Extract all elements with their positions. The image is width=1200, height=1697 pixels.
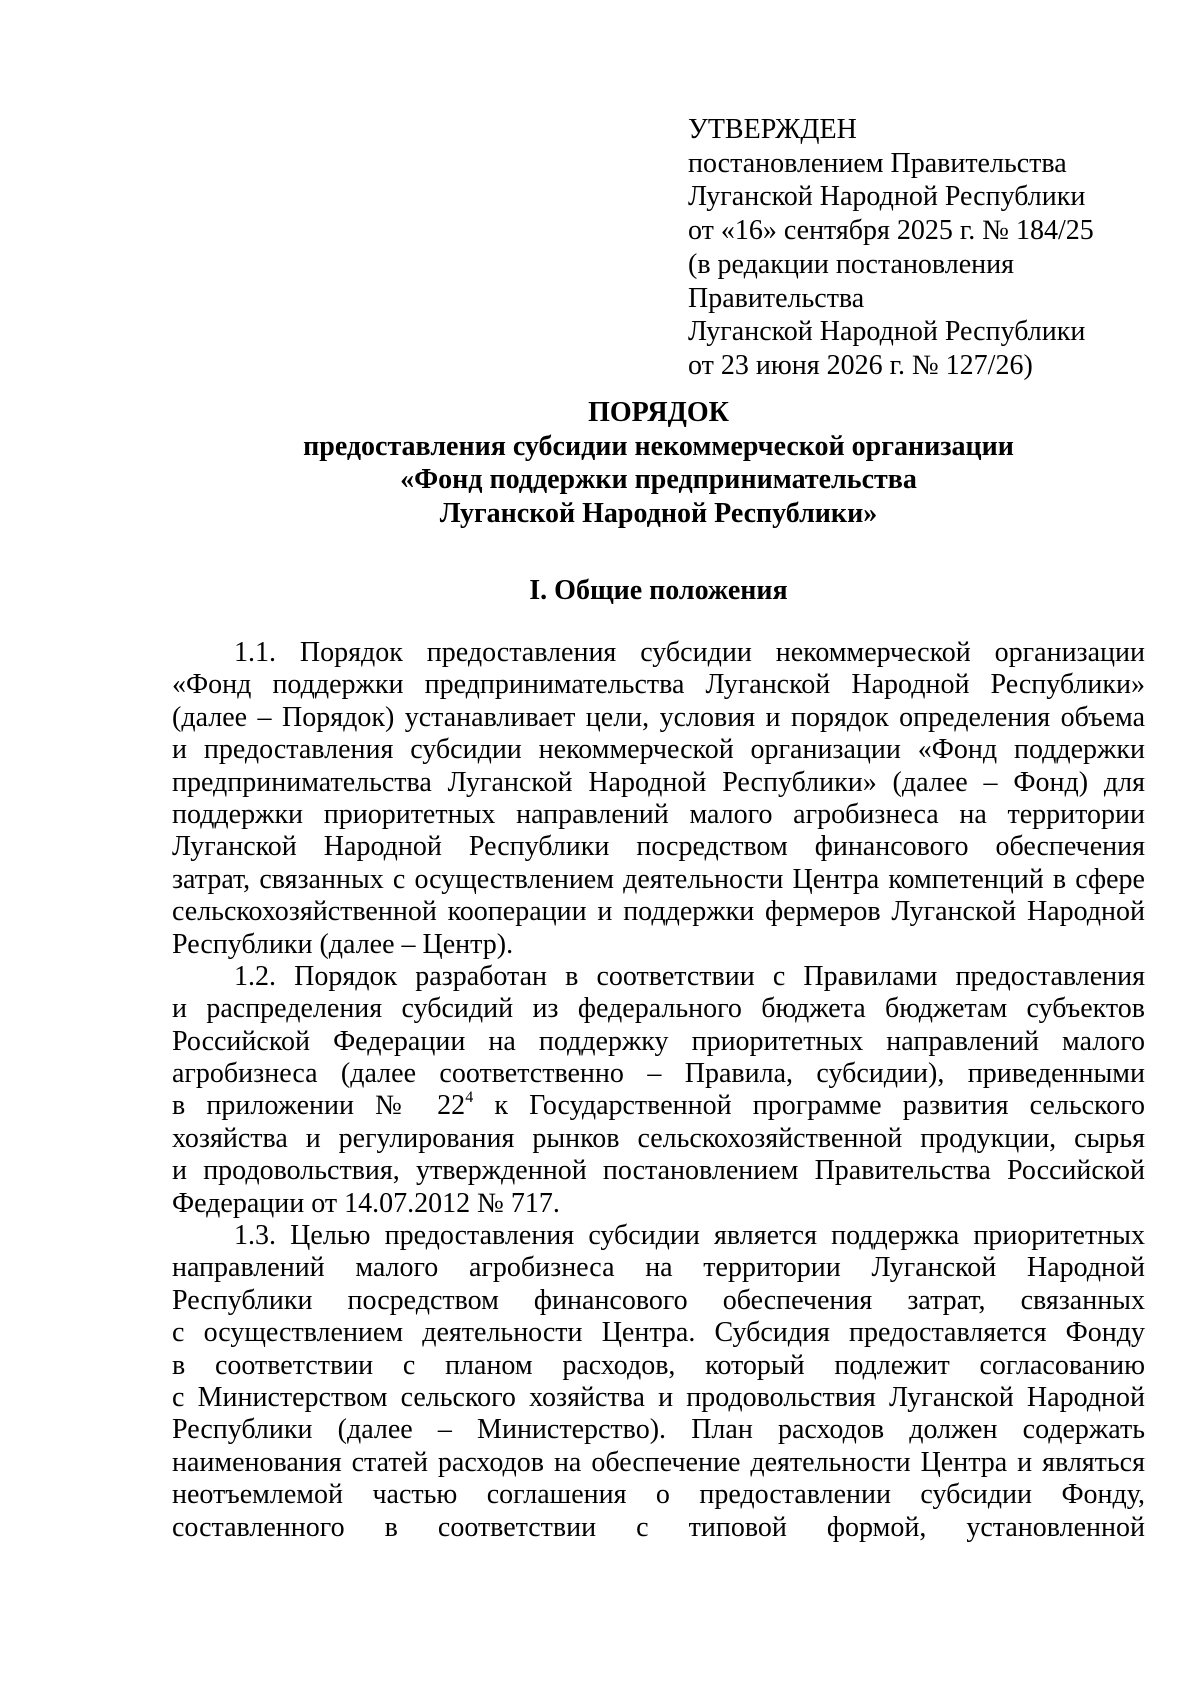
program-reference: к Государственной программе развития сельского [473, 1090, 1145, 1122]
paragraph-line: Луганской Народной Республики посредством финансового обеспечения [172, 831, 1145, 863]
paragraph-line: «Фонд поддержки предпринимательства Луганской Народной Республики» [172, 669, 1145, 701]
paragraph-line: Республики посредством финансового обеспечения затрат, связанных [172, 1284, 1145, 1316]
approval-line: Луганской Народной Республики [688, 316, 1086, 348]
approval-line: постановлением Правительства [688, 147, 1067, 179]
paragraph-line: в соответствии с планом расходов, который подлежит согласованию [172, 1349, 1145, 1381]
title-line: предоставления субсидии некоммерческой организации [303, 430, 1014, 462]
paragraph-line: и продовольствия, утвержденной постановлением Правительства Российской [172, 1155, 1145, 1187]
appendix-reference: в приложении № 22 [172, 1090, 466, 1122]
paragraph-line: 1.1. Порядок предоставления субсидии некоммерческой организации [234, 637, 1145, 668]
paragraph-line: Республики (далее – Министерство). План расходов должен содержать [172, 1414, 1145, 1446]
paragraph-line: хозяйства и регулирования рынков сельскохозяйственной продукции, сырья [172, 1122, 1145, 1154]
paragraph-line: направлений малого агробизнеса на территории Луганской Народной [172, 1252, 1145, 1284]
paragraph-line: 1.2. Порядок разработан в соответствии с Правилами предоставления [234, 960, 1145, 992]
paragraph-line: агробизнеса (далее соответственно – Правила, субсидии), приведенными [172, 1058, 1145, 1090]
paragraph-line: Республики (далее – Центр). [172, 928, 514, 960]
approval-line: от «16» сентября 2025 г. № 184/25 [688, 215, 1094, 247]
section-heading: I. Общие положения [529, 575, 788, 606]
paragraph-line: (далее – Порядок) устанавливает цели, условия и порядок определения объема [172, 701, 1145, 733]
approval-stamp [688, 113, 1168, 383]
paragraph-line: наименования статей расходов на обеспечение деятельности Центра и являться [172, 1446, 1145, 1478]
document-title [172, 396, 1145, 530]
title-line: ПОРЯДОК [588, 397, 729, 428]
appendix-superscript: 4 [465, 1089, 474, 1107]
approval-line: от 23 июня 2026 г. № 127/26) [688, 349, 1033, 381]
paragraph-line: и предоставления субсидии некоммерческой организации «Фонд поддержки [172, 734, 1145, 766]
paragraph-line: с осуществлением деятельности Центра. Субсидия предоставляется Фонду [172, 1317, 1145, 1349]
paragraph-line: 1.3. Целью предоставления субсидии является поддержка приоритетных [234, 1220, 1145, 1252]
paragraph-line: поддержки приоритетных направлений малого агробизнеса на территории [172, 798, 1145, 830]
approval-line: УТВЕРЖДЕН [688, 114, 857, 145]
paragraph-line: неотъемлемой частью соглашения о предоставлении субсидии Фонду, [172, 1479, 1145, 1511]
paragraph-line: Федерации от 14.07.2012 № 717. [172, 1187, 560, 1219]
paragraph-line: Российской Федерации на поддержку приоритетных направлений малого [172, 1025, 1145, 1057]
title-line: «Фонд поддержки предпринимательства [400, 464, 917, 495]
approval-line: Правительства [688, 282, 865, 314]
paragraph-line-with-superscript [172, 1090, 1145, 1122]
approval-line: Луганской Народной Республики [688, 181, 1086, 213]
paragraph-line: с Министерством сельского хозяйства и продовольствия Луганской Народной [172, 1381, 1145, 1413]
title-line: Луганской Народной Республики» [439, 497, 878, 529]
paragraph-line: предпринимательства Луганской Народной Республики» (далее – Фонд) для [172, 766, 1145, 798]
paragraph-line: затрат, связанных с осуществлением деятельности Центра компетенций в сфере [172, 863, 1145, 895]
approval-line: (в редакции постановления [688, 248, 1015, 280]
paragraph-line: составленного в соответствии с типовой формой, установленной [172, 1511, 1145, 1543]
paragraph-line: и распределения субсидий из федерального бюджета бюджетам субъектов [172, 993, 1145, 1025]
paragraph-line: сельскохозяйственной кооперации и поддержки фермеров Луганской Народной [172, 896, 1145, 928]
document-body [172, 637, 1145, 1544]
